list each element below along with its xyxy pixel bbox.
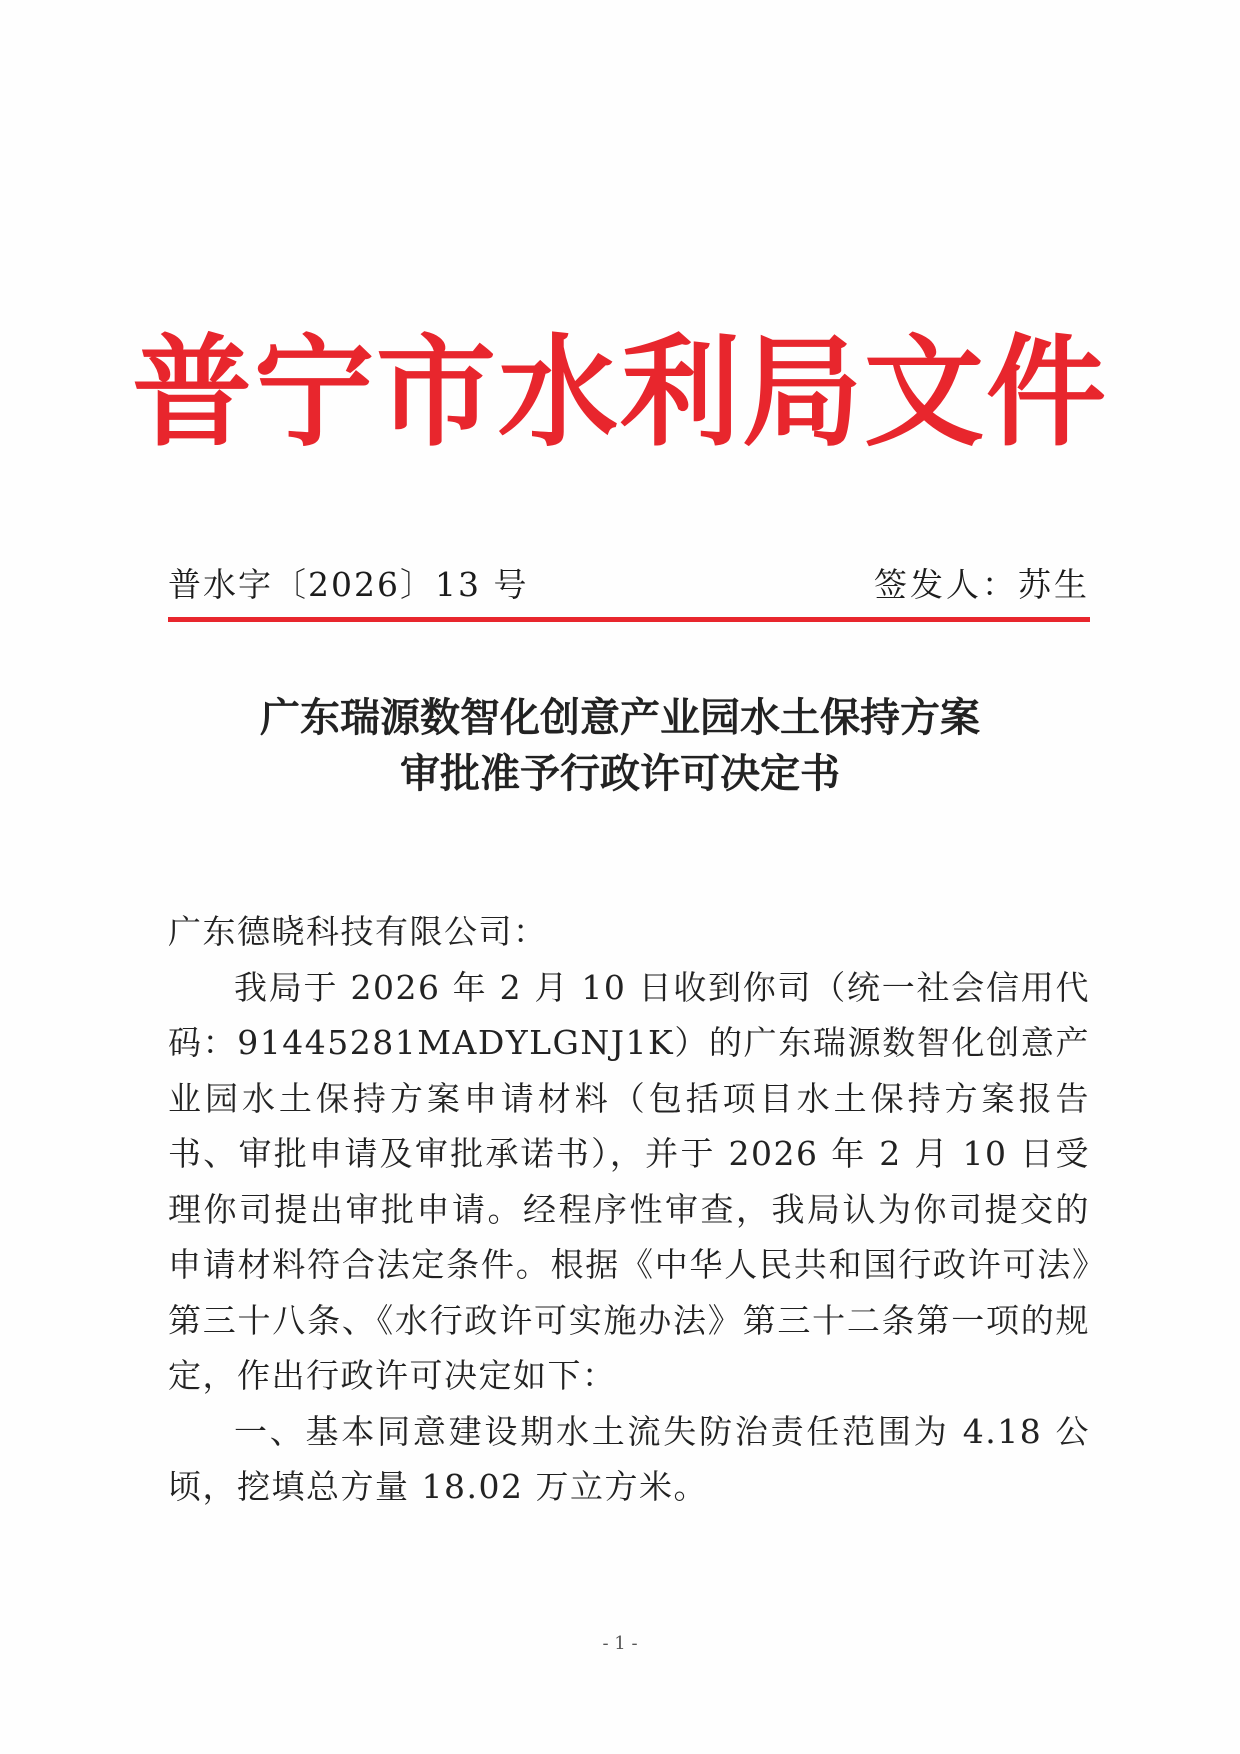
body-paragraph-2: 一、基本同意建设期水土流失防治责任范围为 4.18 公顷，挖填总方量 18.02 万立方米。 [168, 1411, 1090, 1506]
body-paragraph-1: 我局于 2026 年 2 月 10 日收到你司（统一社会信用代码：91445281MADYLGNJ1K）的广东瑞源数智化创意产业园水土保持方案申请材料（包括项目水土保持方案报告书、审批申请及审批承诺书），并于 2026 年 2 月 10 日受理你司提出审批申请。经程序性审查，我局认为你司提交的申请材料符合法定条件。根据《中华人民共和国行政许可法》第三十八条、《水行政许可实施办法》第三十二条第一项的规定，作出行政许可决定如下： [168, 967, 1090, 1395]
document-title-line-1: 广东瑞源数智化创意产业园水土保持方案 [260, 694, 980, 741]
document-title-line-2: 审批准予行政许可决定书 [400, 750, 840, 797]
addressee: 广东德晓科技有限公司： [168, 912, 548, 951]
page-number: - 1 - [602, 1633, 638, 1654]
document-meta-row [168, 562, 1090, 608]
red-divider-line [168, 617, 1090, 622]
document-title [0, 690, 1240, 802]
document-body [168, 904, 1090, 1515]
document-number: 普水字〔2026〕13 号 [168, 565, 529, 604]
document-header-title: 普宁市水利局文件 [132, 322, 1108, 463]
issuer-signature: 签发人：苏生 [874, 565, 1090, 604]
